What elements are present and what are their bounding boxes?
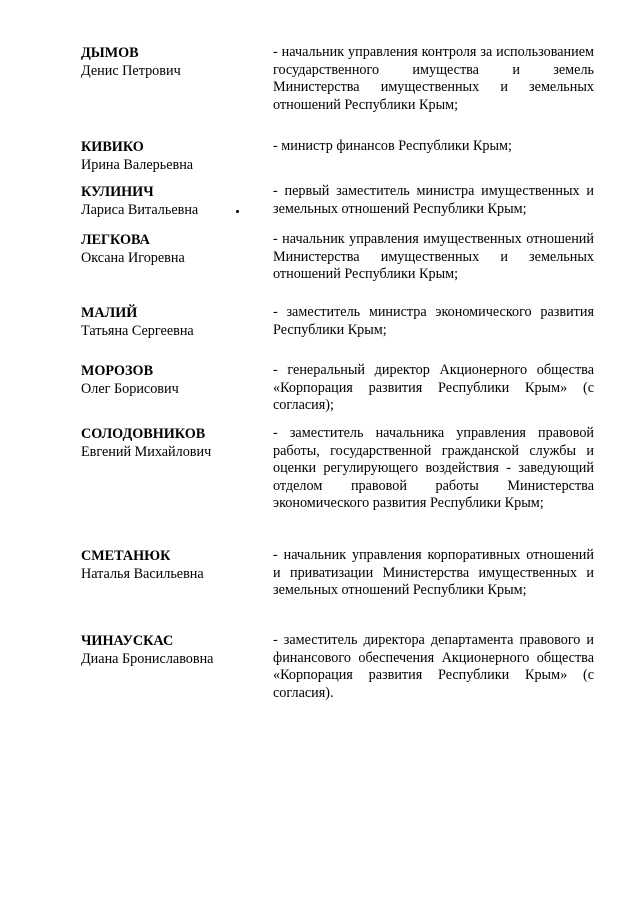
scan-speck [236, 210, 239, 213]
member-name [81, 231, 266, 267]
member-surname: СМЕТАНЮК [81, 548, 171, 564]
member-name [81, 44, 266, 80]
member-given-names: Денис Петрович [81, 63, 181, 79]
member-position: - генеральный директор Акционерного общества «Корпорация развития Республики Крым» (с согласия); [273, 362, 594, 413]
member-surname: МАЛИЙ [81, 305, 138, 321]
member-position: - заместитель директора департамента правового и финансового обеспечения Акционерного общества «Корпорация развития Республики Крым» (с согласия). [273, 632, 594, 701]
member-given-names: Ирина Валерьевна [81, 157, 194, 173]
member-position: - заместитель начальника управления правовой работы, государственной гражданской службы и оценки регулирующего воздействия - заведующий отделом правовой работы Министерства экономического развития Республики Крым; [273, 425, 594, 511]
member-position: - начальник управления контроля за использованием государственного имущества и земель Министерства имущественных и земельных отношений Республики Крым; [273, 44, 594, 113]
member-name [81, 304, 266, 340]
member-name [81, 362, 266, 398]
member-surname: КИВИКО [81, 139, 144, 155]
member-given-names: Татьяна Сергеевна [81, 323, 194, 339]
member-surname: ЧИНАУСКАС [81, 633, 174, 649]
member-name [81, 425, 266, 461]
member-position: - начальник управления корпоративных отношений и приватизации Министерства имущественных и земельных отношений Республики Крым; [273, 547, 594, 598]
member-surname: МОРОЗОВ [81, 363, 154, 379]
member-position: - заместитель министра экономического развития Республики Крым; [273, 304, 594, 338]
member-name [81, 547, 266, 583]
member-given-names: Евгений Михайлович [81, 444, 212, 460]
member-surname: СОЛОДОВНИКОВ [81, 426, 206, 442]
member-surname: ДЫМОВ [81, 45, 139, 61]
member-position: - первый заместитель министра имущественных и земельных отношений Республики Крым; [273, 183, 594, 217]
member-surname: ЛЕГКОВА [81, 232, 150, 248]
member-given-names: Лариса Витальевна [81, 202, 199, 218]
member-name [81, 183, 266, 219]
member-position: - министр финансов Республики Крым; [273, 138, 512, 154]
member-surname: КУЛИНИЧ [81, 184, 154, 200]
member-name [81, 632, 266, 668]
member-given-names: Диана Брониславовна [81, 651, 214, 667]
member-name [81, 138, 266, 174]
member-position: - начальник управления имущественных отношений Министерства имущественных и земельных отношений Республики Крым; [273, 231, 594, 282]
member-given-names: Оксана Игоревна [81, 250, 185, 266]
member-given-names: Олег Борисович [81, 381, 179, 397]
member-given-names: Наталья Васильевна [81, 566, 204, 582]
